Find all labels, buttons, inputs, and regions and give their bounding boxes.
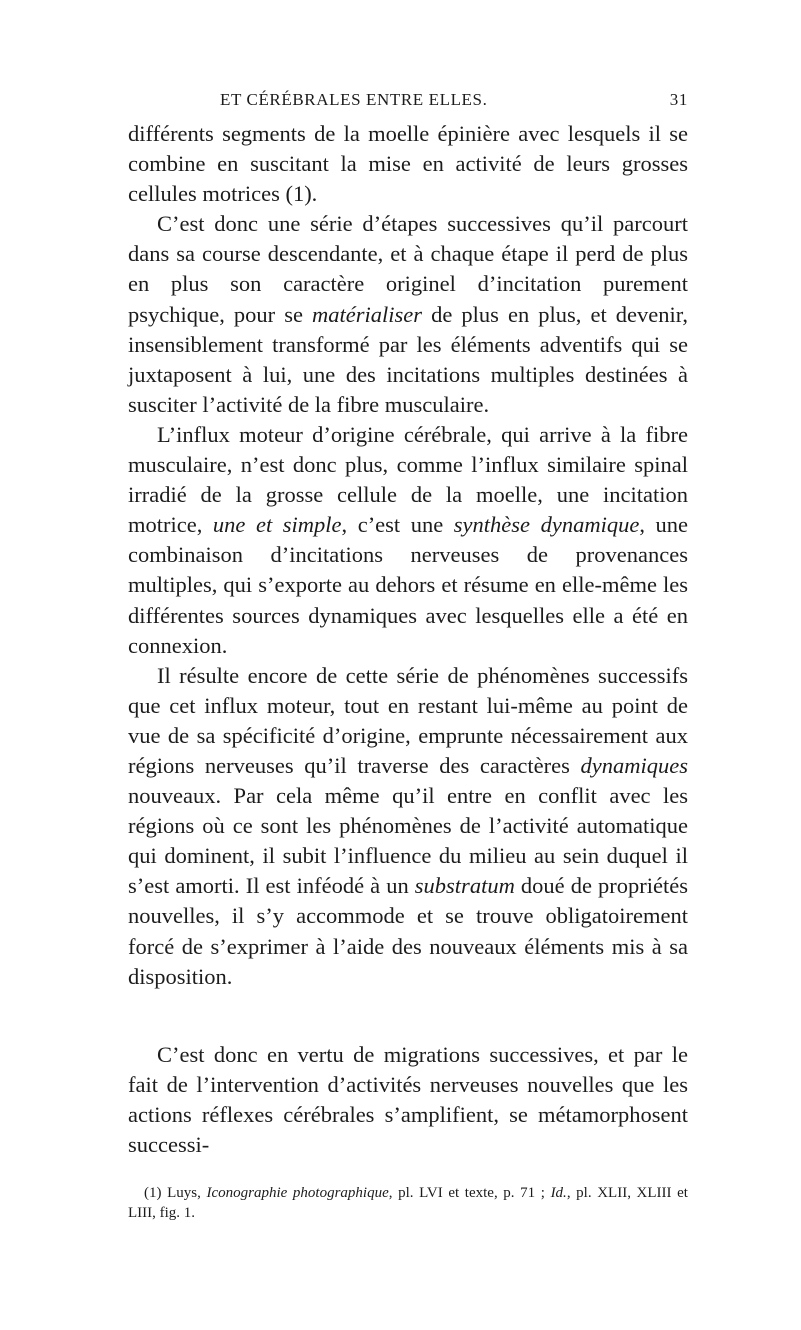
paragraph	[128, 661, 688, 992]
text-run: de plus en plus, et devenir, insensiblement transformé par les éléments adventifs qui se juxtaposent à lui, une des incitations multiples destinées à susciter l’activité de la fibre musculaire.	[128, 301, 688, 417]
text-run: L’influx moteur d’origine cérébrale, qui arrive à la fibre musculaire, n’est donc plus, comme l’influx similaire spinal irradié de la grosse cellule de la moelle, une incitation motrice,	[128, 421, 688, 538]
paragraph-continuation	[128, 119, 688, 209]
text-run: C’est donc en vertu de migrations successives, et par le fait de l’intervention d’activités nerveuses nouvelles que les actions réflexes cérébrales s’amplifient, se métamorphosent successi-	[128, 1041, 688, 1157]
footnotes	[128, 1183, 688, 1223]
italic-term: dynamiques	[580, 752, 688, 778]
running-title: ET CÉRÉBRALES ENTRE ELLES.	[220, 90, 488, 109]
paragraph	[128, 209, 688, 420]
text-run: , une combinaison d’incitations nerveuses de provenances multiples, qui s’exporte au dehors et résume en elle-même les différentes sources dynamiques avec lesquelles elle a été en connexion.	[128, 512, 688, 658]
footnote	[128, 1183, 688, 1223]
text-run: différents segments de la moelle épinière avec lesquels il se combine en suscitant la mise en activité de leurs grosses cellules motrices (1).	[128, 121, 688, 207]
text-run: doué de propriétés nouvelles, il s’y accommode et se trouve obligatoirement forcé de s’exprimer à l’aide des nouveaux éléments mis à sa disposition.	[128, 873, 688, 989]
text-run: C’est donc une série d’étapes successives qu’il parcourt dans sa course descendante, et à chaque étape il perd de plus en plus son caractère originel d’incitation purement psychique, pour se	[128, 211, 688, 327]
running-head	[128, 90, 688, 112]
italic-term: matérialiser	[312, 301, 423, 327]
italic-term: une et simple	[212, 512, 342, 538]
text-run: , pl. LVI et texte, p. 71 ;	[388, 1185, 551, 1201]
italic-term: substratum	[414, 873, 515, 899]
text-run: , c’est une	[341, 512, 454, 538]
paragraph	[128, 420, 688, 661]
italic-term: Id.	[550, 1185, 567, 1201]
text-run: , pl. XLII, XLIII et LIII, fig. 1.	[128, 1185, 688, 1221]
paragraph	[128, 1040, 688, 1160]
italic-term: Iconographie photographique	[206, 1185, 389, 1201]
text-run: (1) Luys,	[144, 1185, 207, 1201]
body-text	[128, 119, 688, 1160]
text-run: nouveaux. Par cela même qu’il entre en conflit avec les régions où ce sont les phénomènes de l’activité automatique qui dominent, il subit l’influence du milieu au sein duquel il s’est amorti. Il est inféodé à un	[128, 783, 688, 899]
page-number: 31	[669, 90, 688, 109]
text-run: Il résulte encore de cette série de phénomènes successifs que cet influx moteur, tout en restant lui-même au point de vue de sa spécificité d’origine, emprunte nécessairement aux régions nerveuses qu’il traverse des caractères	[128, 662, 688, 778]
italic-term: synthèse dynamique	[453, 512, 640, 538]
